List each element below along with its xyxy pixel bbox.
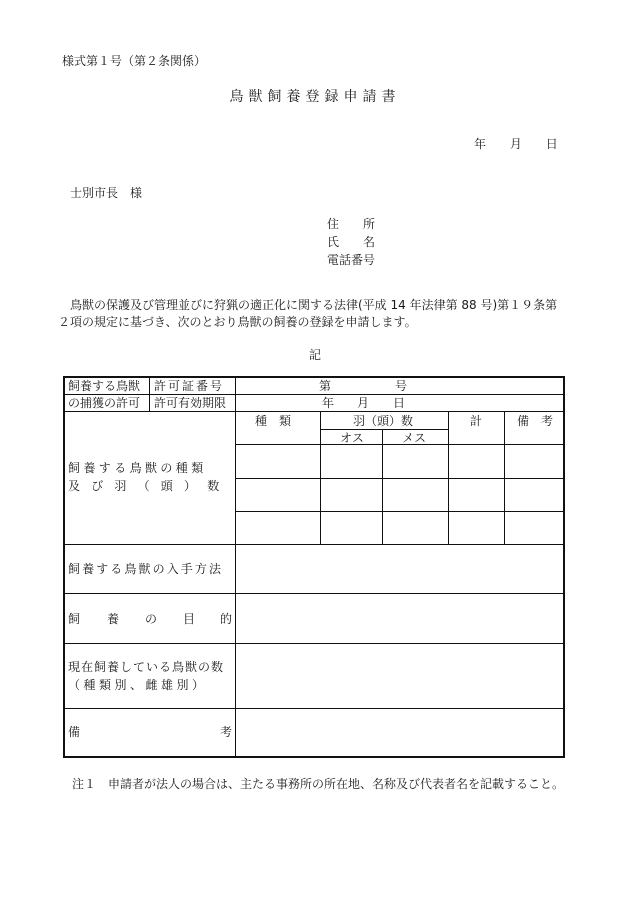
footnote: 注１ 申請者が法人の場合は、主たる事務所の所在地、名称及び代表者名を記載すること。 xyxy=(72,777,565,791)
applicant-name-label: 氏 名 xyxy=(327,235,376,249)
current-holdings-label-1: 現在飼養している鳥獣の数 xyxy=(68,660,225,674)
current-holdings-label-2: （種類別、雌雄別） xyxy=(68,678,208,692)
acquisition-method-label: 飼養する鳥獣の入手方法 xyxy=(68,562,224,576)
permit-period-year: 年 xyxy=(322,396,335,410)
col-total: 計 xyxy=(470,414,483,428)
application-statement: 鳥獣の保護及び管理並びに狩猟の適正化に関する法律(平成 14 年法律第 88 号)第１９条第２項の規定に基づき、次のとおり鳥獣の飼養の登録を申請します。 xyxy=(58,298,558,329)
application-date xyxy=(474,135,558,152)
species-label-1: 飼養する鳥獣の種類 xyxy=(68,461,207,475)
date-day: 日 xyxy=(545,137,558,151)
col-male: オス xyxy=(340,431,364,445)
capture-permit-label-2: の捕獲の許可 xyxy=(68,396,141,410)
col-count: 羽（頭）数 xyxy=(353,414,414,428)
permit-number-dai: 第 xyxy=(319,379,332,393)
purpose-label-4: 目 xyxy=(183,612,196,626)
permit-number-go: 号 xyxy=(395,379,408,393)
addressee: 士別市長 様 xyxy=(70,186,143,200)
purpose-label-2: 養 xyxy=(107,612,120,626)
purpose-label-1: 飼 xyxy=(68,612,81,626)
purpose-label-3: の xyxy=(145,612,158,626)
col-species: 種 類 xyxy=(255,414,292,428)
col-female: メス xyxy=(402,431,427,445)
remarks-label-1: 備 xyxy=(68,725,81,739)
form-number: 様式第１号（第２条関係） xyxy=(62,54,207,68)
applicant-address-label: 住 所 xyxy=(327,217,376,231)
date-year: 年 xyxy=(474,137,487,151)
date-month: 月 xyxy=(509,137,522,151)
permit-period-day: 日 xyxy=(393,396,406,410)
capture-permit-label-1: 飼養する鳥獣 xyxy=(68,379,141,393)
page-title: 鳥獣飼養登録申請書 xyxy=(229,89,401,105)
permit-period-label: 許可有効期限 xyxy=(154,396,227,410)
remarks-label-2: 考 xyxy=(220,725,233,739)
permit-period-month: 月 xyxy=(357,396,370,410)
applicant-phone-label: 電話番号 xyxy=(327,253,376,267)
col-remarks: 備 考 xyxy=(517,414,554,428)
permit-number-label: 許可証番号 xyxy=(154,379,225,393)
application-table xyxy=(63,376,565,758)
species-label-2: 及び羽（頭）数 xyxy=(68,479,231,493)
purpose-label-5: 的 xyxy=(220,612,233,626)
ki-marker: 記 xyxy=(308,348,321,362)
